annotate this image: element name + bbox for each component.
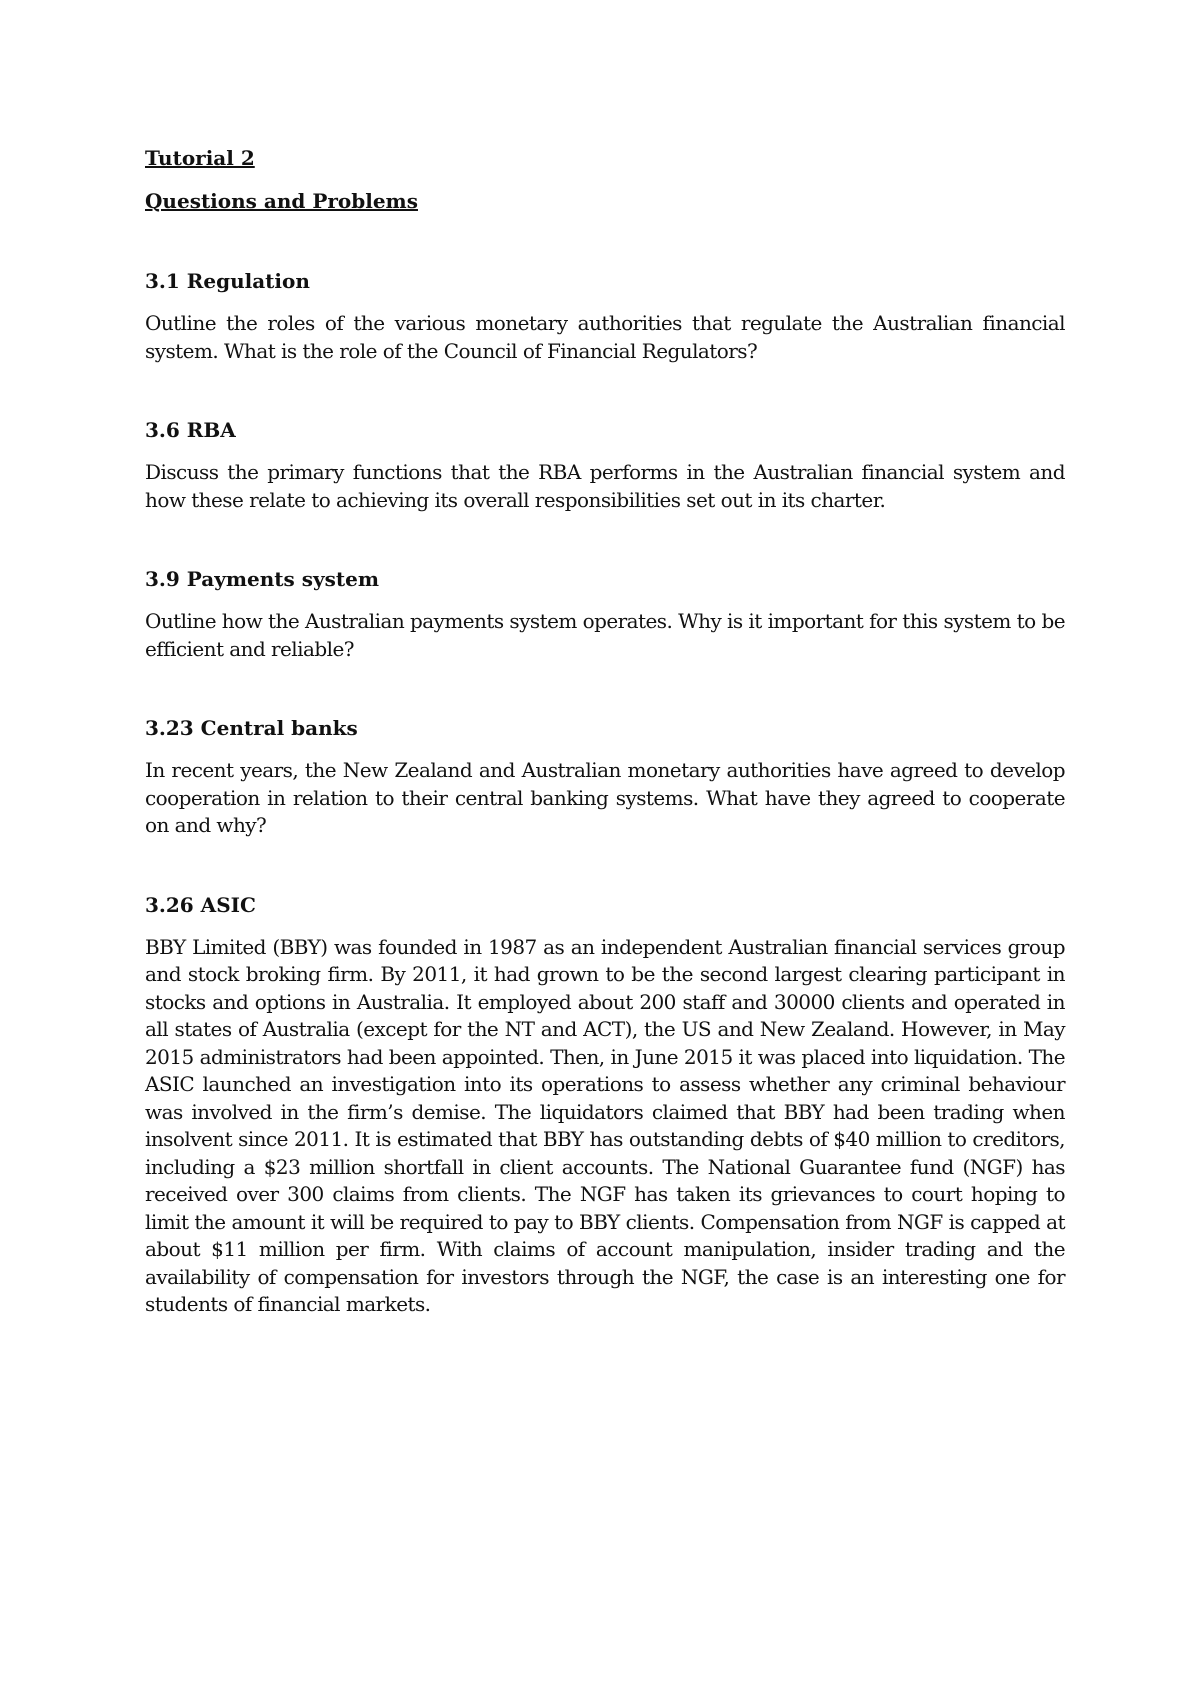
section-regulation: [145, 268, 1065, 365]
section-heading: 3.23 Central banks: [145, 716, 358, 740]
section-body: Outline how the Australian payments system operates. Why is it important for this system to be efficient and reliable?: [145, 609, 1065, 661]
section-body: Outline the roles of the various monetary authorities that regulate the Australian financial system. What is the role of the Council of Financial Regulators?: [145, 311, 1065, 363]
section-heading: 3.9 Payments system: [145, 567, 379, 591]
section-body: Discuss the primary functions that the RBA performs in the Australian financial system and how these relate to achieving its overall responsibilities set out in its charter.: [145, 460, 1065, 512]
document-subtitle: Questions and Problems: [145, 189, 418, 213]
section-asic: [145, 892, 1065, 1319]
section-rba: [145, 417, 1065, 514]
section-heading: 3.6 RBA: [145, 418, 236, 442]
section-heading: 3.26 ASIC: [145, 892, 256, 917]
section-body: BBY Limited (BBY) was founded in 1987 as an independent Australian financial services group and stock broking firm. By 2011, it had grown to be the second largest clearing participant in stocks and options in Australia. It employed about 200 staff and 30000 clients and operated in all states of Australia (except for the NT and ACT), the US and New Zealand. However, in May 2015 administrators had been appointed. Then, in June 2015 it was placed into liquidation. The ASIC launched an investigation into its operations to assess whether any criminal behaviour was involved in the firm’s demise. The liquidators claimed that BBY had been trading when insolvent since 2011. It is estimated that BBY has outstanding debts of $40 million to creditors, including a $23 million shortfall in client accounts. The National Guarantee fund (NGF) has received over 300 claims from clients. The NGF has taken its grievances to court hoping to limit the amount it will be required to pay to BBY clients. Compensation from NGF is capped at about $11 million per firm. With claims of account manipulation, insider trading and the availability of compensation for investors through the NGF, the case is an interesting one for students of financial markets.: [145, 934, 1065, 1316]
section-central-banks: [145, 715, 1065, 840]
document-page: [145, 145, 1065, 1319]
section-body: In recent years, the New Zealand and Australian monetary authorities have agreed to develop cooperation in relation to their central banking systems. What have they agreed to cooperate on and why?: [145, 758, 1065, 837]
section-payments-system: [145, 566, 1065, 663]
section-heading: 3.1 Regulation: [145, 269, 310, 293]
document-title: Tutorial 2: [145, 146, 255, 170]
